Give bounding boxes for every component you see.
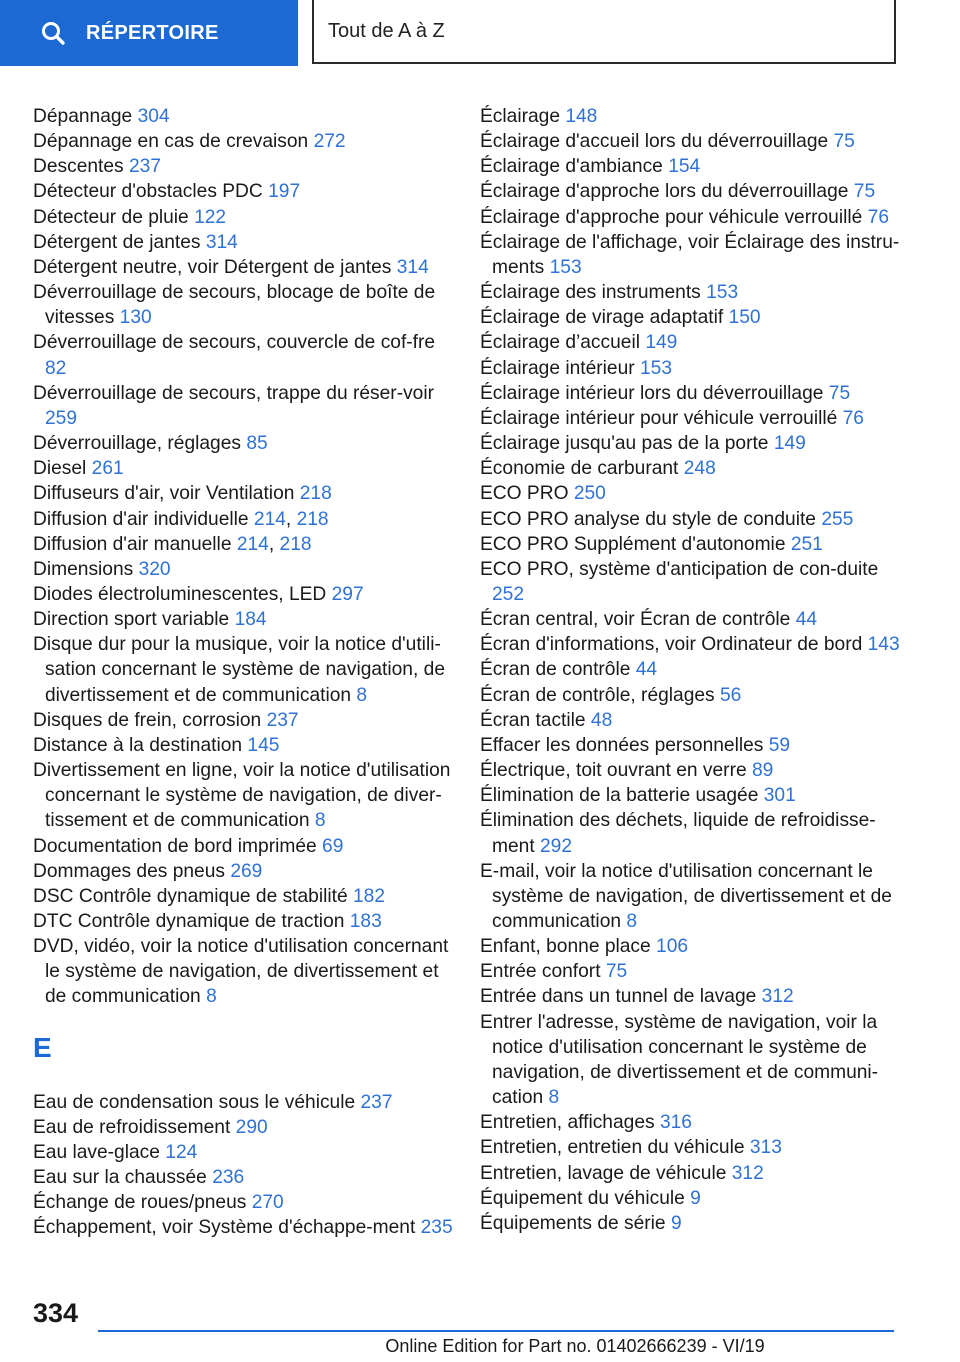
index-entry — [33, 607, 453, 632]
index-column-right — [480, 104, 900, 1236]
page-reference-link[interactable]: 59 — [768, 734, 791, 756]
index-entry — [33, 179, 453, 204]
page-reference-link[interactable]: 122 — [194, 206, 227, 228]
index-entry-text: Éclairage des instruments — [480, 282, 701, 304]
index-entry — [480, 1211, 900, 1236]
tab-a-to-z[interactable] — [312, 0, 896, 64]
index-entry — [33, 934, 453, 1009]
index-entry — [480, 783, 900, 808]
index-entry-text: DSC Contrôle dynamique de stabilité — [33, 885, 348, 907]
footer-edition: Online Edition for Part no. 01402666239 - VI/19 — [385, 1336, 765, 1356]
index-entry — [33, 1090, 453, 1115]
index-entry-text: Déverrouillage de secours, couvercle de cof-fre — [33, 332, 436, 354]
page-reference-link[interactable]: 143 — [867, 634, 900, 656]
index-entry — [33, 708, 453, 733]
index-entry — [33, 280, 453, 330]
page-reference-link[interactable]: 248 — [683, 458, 716, 480]
index-entry — [33, 733, 453, 758]
page-reference-link[interactable]: 184 — [234, 609, 267, 631]
index-entry — [480, 632, 900, 657]
index-entry — [33, 129, 453, 154]
index-entry-text: Déverrouillage de secours, blocage de boîte de vitesses — [33, 282, 436, 329]
index-entry-text: Éclairage d'approche lors du déverrouillage — [480, 181, 849, 203]
page-reference-link[interactable]: 304 — [137, 106, 170, 127]
index-entry-text: Économie de carburant — [480, 458, 679, 480]
page-reference-link[interactable]: 48 — [590, 709, 613, 731]
page-reference-link[interactable]: 183 — [349, 911, 382, 932]
index-entry-text: Éclairage intérieur pour véhicule verrouillé — [480, 407, 838, 429]
index-entry-text: Équipements de série — [480, 1212, 666, 1234]
index-entry — [33, 1190, 453, 1215]
page-reference-link[interactable]: 9 — [690, 1187, 701, 1209]
index-entry — [480, 1161, 900, 1186]
tab-a-to-z-label: Tout de A à Z — [328, 19, 445, 42]
page-reference-link[interactable]: 106 — [656, 936, 689, 958]
page-reference-link[interactable]: 259 — [45, 407, 78, 429]
index-entry — [480, 104, 900, 129]
page-reference-link[interactable]: 237 — [129, 156, 162, 178]
index-entry — [33, 205, 453, 230]
page-reference-link[interactable]: 237 — [266, 709, 299, 731]
index-entry — [480, 959, 900, 984]
page-reference-link[interactable]: 214 — [253, 508, 286, 530]
index-entry-text: Éclairage jusqu'au pas de la porte — [480, 433, 769, 455]
index-entry-text: ECO PRO — [480, 483, 569, 505]
page-reference-link[interactable]: 218 — [299, 483, 332, 505]
index-entry-text: ECO PRO analyse du style de conduite — [480, 508, 816, 530]
page-reference-link[interactable]: 316 — [659, 1112, 692, 1134]
index-entry — [33, 330, 453, 380]
header — [0, 0, 960, 66]
index-entry — [480, 205, 900, 230]
page-reference-link[interactable]: 75 — [833, 131, 855, 153]
index-entry — [33, 104, 453, 129]
page-reference-link[interactable]: 314 — [205, 231, 238, 253]
search-icon — [40, 20, 66, 46]
index-entry-text: ECO PRO Supplément d'autonomie — [480, 533, 786, 555]
page-reference-link[interactable]: 69 — [322, 835, 344, 857]
index-entry-text: Éclairage intérieur lors du déverrouillage — [480, 382, 824, 404]
footer-divider — [98, 1330, 894, 1332]
page-reference-link[interactable]: 312 — [731, 1162, 764, 1184]
page-reference-link[interactable]: 124 — [165, 1141, 198, 1163]
index-entry-text: Diesel — [33, 458, 87, 480]
page-reference-link[interactable]: 145 — [247, 734, 280, 756]
index-entry-text: Éclairage d'approche pour véhicule verrouillé — [480, 206, 863, 228]
index-entry — [480, 356, 900, 381]
index-entry-text: Détecteur d'obstacles PDC — [33, 181, 263, 203]
index-entry — [480, 1010, 900, 1111]
index-entry-text: Entrer l'adresse, système de navigation, voir la notice d'utilisation concernant le système de navigation, de divertissement et de communi-cation — [480, 1011, 879, 1109]
index-entry — [33, 456, 453, 481]
page-reference-link[interactable]: 261 — [91, 458, 124, 480]
page-reference-link[interactable]: 75 — [605, 961, 628, 983]
page-reference-link[interactable]: 44 — [795, 609, 818, 631]
page-reference-link[interactable]: 8 — [206, 986, 217, 1008]
page-reference-link[interactable]: 153 — [640, 357, 673, 379]
index-entry — [33, 255, 453, 280]
index-entry — [33, 1215, 453, 1240]
index-entry — [480, 532, 900, 557]
index-entry-text: Échange de roues/pneus — [33, 1192, 247, 1214]
page-reference-link[interactable]: 75 — [828, 382, 851, 404]
page-reference-link[interactable]: 251 — [790, 533, 823, 555]
page-reference-link[interactable]: 301 — [763, 785, 796, 807]
index-entry-text: Détergent de jantes — [33, 231, 201, 253]
page-reference-link[interactable]: 130 — [119, 307, 152, 329]
page-reference-link[interactable]: 56 — [720, 684, 742, 706]
index-column-left — [33, 104, 453, 1241]
page-reference-link[interactable]: 8 — [548, 1087, 560, 1109]
index-entry-text: DVD, vidéo, voir la notice d'utilisation concernant le système de navigation, de divertissement et de communication — [33, 936, 449, 1008]
page-reference-link[interactable]: 320 — [138, 558, 171, 580]
index-entry — [480, 808, 900, 858]
index-entry-text: Diffusion d'air manuelle — [33, 533, 232, 555]
index-entry — [33, 1140, 453, 1165]
page-reference-link[interactable]: 149 — [773, 433, 806, 455]
index-entry-text: Dommages des pneus — [33, 860, 225, 882]
page-number: 334 — [33, 1298, 79, 1328]
page-reference-link[interactable]: 150 — [728, 307, 761, 329]
index-entry — [480, 1186, 900, 1211]
index-entry-text: Élimination de la batterie usagée — [480, 785, 759, 807]
index-entry-text: Disque dur pour la musique, voir la notice d'utili-sation concernant le système de navigation, de divertissement et de communication — [33, 634, 445, 706]
page-reference-link[interactable]: 8 — [314, 810, 326, 832]
index-entry — [33, 582, 453, 607]
page-reference-link[interactable]: 214 — [236, 533, 269, 555]
page-reference-link[interactable]: 182 — [352, 885, 385, 907]
index-entry — [480, 1135, 900, 1160]
page-reference-link[interactable]: 76 — [842, 407, 864, 429]
index-list-e — [33, 1090, 453, 1241]
index-entry — [480, 456, 900, 481]
index-entry-text: Diffusion d'air individuelle — [33, 508, 249, 530]
index-entry — [33, 884, 453, 909]
index-entry — [480, 984, 900, 1009]
index-entry — [480, 381, 900, 406]
index-entry-text: Écran de contrôle, réglages — [480, 684, 715, 706]
index-entry — [33, 431, 453, 456]
index-entry-text: Éclairage d'ambiance — [480, 156, 663, 178]
page-reference-link[interactable]: 197 — [268, 181, 301, 203]
section-letter-e: E — [33, 1031, 52, 1063]
page-reference-link[interactable]: 252 — [492, 583, 525, 605]
index-entry-text: Eau de condensation sous le véhicule — [33, 1091, 356, 1113]
page-reference-link[interactable]: 269 — [230, 860, 263, 882]
index-list-right — [480, 104, 900, 1236]
index-entry-text: Eau de refroidissement — [33, 1116, 231, 1138]
index-entry-text: Éclairage d’accueil — [480, 332, 640, 354]
index-entry — [480, 154, 900, 179]
index-entry-text: Eau sur la chaussée — [33, 1167, 207, 1189]
index-entry — [480, 406, 900, 431]
index-entry-text: DTC Contrôle dynamique de traction — [33, 911, 345, 932]
index-entry — [33, 381, 453, 431]
page-reference-link[interactable]: 85 — [246, 433, 268, 455]
page-reference-link[interactable]: 218 — [296, 508, 329, 530]
index-entry-text: Distance à la destination — [33, 734, 243, 756]
index-entry — [33, 154, 453, 179]
page-reference-link[interactable]: 153 — [706, 282, 739, 304]
page-reference-link[interactable]: 9 — [670, 1212, 682, 1234]
index-entry-text: Éclairage intérieur — [480, 357, 635, 379]
index-entry-text: Écran central, voir Écran de contrôle — [480, 609, 791, 631]
page-reference-link[interactable]: 82 — [45, 357, 67, 379]
page-reference-link[interactable]: 149 — [645, 332, 678, 354]
index-entry — [480, 934, 900, 959]
index-entry — [480, 129, 900, 154]
index-entry — [480, 1110, 900, 1135]
index-entry-text: Éclairage d'accueil lors du déverrouillage — [480, 131, 829, 153]
index-entry-text: Éclairage de virage adaptatif — [480, 307, 724, 329]
index-entry — [480, 280, 900, 305]
page-reference-link[interactable]: 292 — [540, 835, 573, 857]
index-entry — [33, 557, 453, 582]
index-entry-text: Écran tactile — [480, 709, 586, 731]
index-entry-text: Équipement du véhicule — [480, 1187, 685, 1209]
index-entry — [480, 179, 900, 204]
page-reference-link[interactable]: 314 — [396, 256, 429, 278]
index-entry-text: Divertissement en ligne, voir la notice d'utilisation concernant le système de navigation, de diver-tissement et de communication — [33, 760, 451, 832]
index-entry — [480, 330, 900, 355]
index-entry — [480, 657, 900, 682]
index-entry-text: Enfant, bonne place — [480, 936, 651, 958]
index-entry-text: Eau lave-glace — [33, 1141, 160, 1163]
index-entry — [33, 834, 453, 859]
page-reference-link[interactable]: 8 — [356, 684, 368, 706]
index-entry-text: Entretien, entretien du véhicule — [480, 1137, 745, 1159]
page-reference-link[interactable]: 272 — [313, 131, 346, 153]
page-reference-link[interactable]: 312 — [761, 986, 794, 1008]
index-entry — [33, 481, 453, 506]
index-entry-text: Déverrouillage de secours, trappe du réser-voir — [33, 382, 434, 404]
index-entry — [480, 607, 900, 632]
index-entry — [480, 859, 900, 934]
index-entry — [480, 481, 900, 506]
index-entry-text: Déverrouillage, réglages — [33, 433, 241, 455]
index-entry-text: Détecteur de pluie — [33, 206, 189, 228]
index-entry-text: Entretien, affichages — [480, 1112, 655, 1134]
index-entry — [33, 1165, 453, 1190]
index-entry-text: E-mail, voir la notice d'utilisation concernant le système de navigation, de divertissement et de communication — [480, 860, 892, 932]
page-reference-link[interactable]: 148 — [565, 106, 598, 127]
tab-repertoire[interactable] — [0, 0, 298, 66]
index-entry-text: Dépannage — [33, 106, 133, 127]
index-entry — [480, 683, 900, 708]
index-entry — [480, 557, 900, 607]
page-reference-link[interactable]: 297 — [331, 583, 364, 605]
page-reference-link[interactable]: 154 — [668, 156, 701, 178]
index-entry-text: Électrique, toit ouvrant en verre — [480, 760, 747, 782]
index-entry-text: Écran de contrôle — [480, 659, 631, 681]
index-entry-text: Documentation de bord imprimée — [33, 835, 317, 857]
index-entry-text: Direction sport variable — [33, 609, 230, 631]
page-reference-link[interactable]: 237 — [360, 1091, 393, 1113]
index-entry-text: Élimination des déchets, liquide de refroidisse-ment — [480, 810, 876, 857]
page-reference-link[interactable]: 76 — [867, 206, 889, 228]
index-entry — [480, 758, 900, 783]
index-entry-text: Diffuseurs d'air, voir Ventilation — [33, 483, 295, 505]
index-entry-text: Diodes électroluminescentes, LED — [33, 583, 327, 605]
page-reference-link[interactable]: 153 — [549, 256, 582, 278]
index-entry-text: Dimensions — [33, 558, 134, 580]
index-list-d — [33, 104, 453, 1010]
page-reference-link[interactable]: 270 — [251, 1192, 284, 1214]
index-entry-text: Descentes — [33, 156, 124, 178]
index-entry — [480, 733, 900, 758]
index-entry — [33, 230, 453, 255]
index-entry-text: Échappement, voir Système d'échappe-ment — [33, 1217, 416, 1239]
index-entry — [33, 909, 453, 934]
index-entry-text: Entrée dans un tunnel de lavage — [480, 986, 757, 1008]
index-entry — [33, 859, 453, 884]
page-reference-link[interactable]: 235 — [420, 1217, 453, 1239]
index-entry: Diffusion d'air individuelle 214, 218 — [33, 508, 329, 530]
page-reference-link[interactable]: 218 — [279, 533, 312, 555]
index-entry-text: Entrée confort — [480, 961, 601, 983]
index-entry-text: Écran d'informations, voir Ordinateur de bord — [480, 634, 863, 656]
index-entry-text: Éclairage de l'affichage, voir Éclairage des instru-ments — [480, 231, 900, 278]
index-entry-text: Effacer les données personnelles — [480, 734, 764, 756]
index-entry-text: Disques de frein, corrosion — [33, 709, 262, 731]
index-entry-text: Entretien, lavage de véhicule — [480, 1162, 727, 1184]
page-reference-link[interactable]: 75 — [853, 181, 876, 203]
index-entry — [33, 1115, 453, 1140]
index-entry — [480, 305, 900, 330]
index-entry — [480, 507, 900, 532]
page-reference-link[interactable]: 8 — [626, 911, 638, 932]
page-reference-link[interactable]: 313 — [749, 1137, 782, 1159]
index-entry-text: Détergent neutre, voir Détergent de jantes — [33, 256, 392, 278]
page-reference-link[interactable]: 255 — [821, 508, 854, 530]
index-entry-text: Éclairage — [480, 106, 560, 127]
index-entry — [480, 708, 900, 733]
page-reference-link[interactable]: 290 — [235, 1116, 268, 1138]
index-entry-text: ECO PRO, système d'anticipation de con-duite — [480, 558, 879, 580]
index-entry — [480, 431, 900, 456]
page-reference-link[interactable]: 44 — [635, 659, 658, 681]
page-reference-link[interactable]: 236 — [212, 1167, 245, 1189]
index-entry — [33, 632, 453, 707]
index-entry: Diffusion d'air manuelle 214, 218 — [33, 533, 312, 555]
tab-repertoire-label: RÉPERTOIRE — [86, 21, 219, 44]
page-reference-link[interactable]: 250 — [573, 483, 606, 505]
index-entry — [480, 230, 900, 280]
index-entry — [33, 758, 453, 833]
index-entry-text: Dépannage en cas de crevaison — [33, 131, 309, 153]
page-reference-link[interactable]: 89 — [751, 760, 774, 782]
